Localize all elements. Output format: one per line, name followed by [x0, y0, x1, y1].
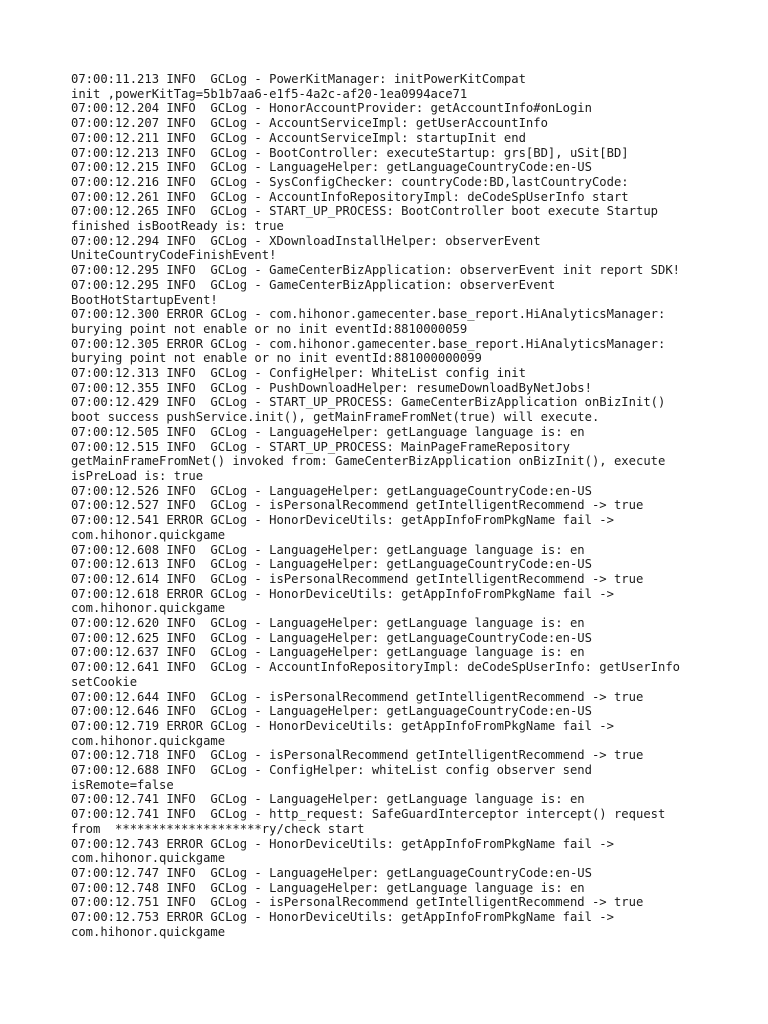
- log-line: setCookie: [71, 674, 138, 689]
- log-line: 07:00:12.211 INFO GCLog - AccountServiceImpl: startupInit end: [71, 130, 526, 145]
- log-line: com.hihonor.quickgame: [71, 733, 226, 748]
- log-line: 07:00:12.748 INFO GCLog - LanguageHelper: getLanguage language is: en: [71, 880, 585, 895]
- log-line: burying point not enable or no init eventId:881000000099: [71, 351, 482, 366]
- log-line: burying point not enable or no init eventId:8810000059: [71, 321, 468, 336]
- log-line: 07:00:12.719 ERROR GCLog - HonorDeviceUtils: getAppInfoFromPkgName fail ->: [71, 718, 614, 733]
- log-line: 07:00:12.505 INFO GCLog - LanguageHelper: getLanguage language is: en: [71, 424, 585, 439]
- log-line: com.hihonor.quickgame: [71, 527, 226, 542]
- log-line: 07:00:12.618 ERROR GCLog - HonorDeviceUtils: getAppInfoFromPkgName fail ->: [71, 586, 614, 601]
- log-text-block: [71, 72, 751, 939]
- log-line: 07:00:12.641 INFO GCLog - AccountInfoRepositoryImpl: deCodeSpUserInfo: getUserInfo: [71, 660, 681, 675]
- log-line: 07:00:12.300 ERROR GCLog - com.hihonor.gamecenter.base_report.HiAnalyticsManager:: [71, 307, 666, 322]
- log-line: 07:00:12.313 INFO GCLog - ConfigHelper: WhiteList config init: [71, 366, 526, 381]
- log-line: 07:00:12.265 INFO GCLog - START_UP_PROCESS: BootController boot execute Startup: [71, 204, 658, 219]
- log-line: com.hihonor.quickgame: [71, 601, 226, 616]
- log-line: 07:00:12.646 INFO GCLog - LanguageHelper: getLanguageCountryCode:en-US: [71, 704, 592, 719]
- log-line: 07:00:12.741 INFO GCLog - LanguageHelper: getLanguage language is: en: [71, 792, 585, 807]
- log-line: 07:00:12.429 INFO GCLog - START_UP_PROCESS: GameCenterBizApplication onBizInit(): [71, 395, 666, 410]
- log-line: 07:00:12.515 INFO GCLog - START_UP_PROCESS: MainPageFrameRepository: [71, 439, 570, 454]
- log-line: 07:00:12.614 INFO GCLog - isPersonalRecommend getIntelligentRecommend -> true: [71, 571, 644, 586]
- log-line: init ,powerKitTag=5b1b7aa6-e1f5-4a2c-af20-1ea0994ace71: [71, 86, 468, 101]
- log-line: 07:00:12.637 INFO GCLog - LanguageHelper: getLanguage language is: en: [71, 645, 585, 660]
- log-line: 07:00:12.355 INFO GCLog - PushDownloadHelper: resumeDownloadByNetJobs!: [71, 380, 592, 395]
- log-line: 07:00:12.294 INFO GCLog - XDownloadInstallHelper: observerEvent: [71, 233, 541, 248]
- log-line: from ********************ry/check start: [71, 821, 365, 836]
- log-line: 07:00:12.751 INFO GCLog - isPersonalRecommend getIntelligentRecommend -> true: [71, 895, 644, 910]
- log-line: 07:00:12.625 INFO GCLog - LanguageHelper: getLanguageCountryCode:en-US: [71, 630, 592, 645]
- log-line: 07:00:12.613 INFO GCLog - LanguageHelper: getLanguageCountryCode:en-US: [71, 557, 592, 572]
- log-line: 07:00:12.295 INFO GCLog - GameCenterBizApplication: observerEvent: [71, 277, 556, 292]
- log-line: 07:00:12.213 INFO GCLog - BootController: executeStartup: grs[BD], uSit[BD]: [71, 145, 629, 160]
- log-line: 07:00:12.215 INFO GCLog - LanguageHelper: getLanguageCountryCode:en-US: [71, 160, 592, 175]
- log-line: 07:00:12.747 INFO GCLog - LanguageHelper: getLanguageCountryCode:en-US: [71, 865, 592, 880]
- log-line: BootHotStartupEvent!: [71, 292, 218, 307]
- log-line: UniteCountryCodeFinishEvent!: [71, 248, 277, 263]
- log-line: 07:00:12.527 INFO GCLog - isPersonalRecommend getIntelligentRecommend -> true: [71, 498, 644, 513]
- log-line: 07:00:12.261 INFO GCLog - AccountInfoRepositoryImpl: deCodeSpUserInfo start: [71, 189, 629, 204]
- log-line: 07:00:12.743 ERROR GCLog - HonorDeviceUtils: getAppInfoFromPkgName fail ->: [71, 836, 614, 851]
- log-line: 07:00:12.204 INFO GCLog - HonorAccountProvider: getAccountInfo#onLogin: [71, 101, 592, 116]
- log-line: 07:00:12.644 INFO GCLog - isPersonalRecommend getIntelligentRecommend -> true: [71, 689, 644, 704]
- log-line: 07:00:12.295 INFO GCLog - GameCenterBizApplication: observerEvent init report SDK!: [71, 263, 681, 278]
- log-page: [71, 72, 751, 939]
- log-line: 07:00:12.620 INFO GCLog - LanguageHelper: getLanguage language is: en: [71, 616, 585, 631]
- log-line: boot success pushService.init(), getMainFrameFromNet(true) will execute.: [71, 410, 600, 425]
- log-line: 07:00:11.213 INFO GCLog - PowerKitManager: initPowerKitCompat: [71, 72, 526, 86]
- log-line: 07:00:12.741 INFO GCLog - http_request: SafeGuardInterceptor intercept() request: [71, 807, 666, 822]
- log-line: com.hihonor.quickgame: [71, 851, 226, 866]
- log-line: 07:00:12.753 ERROR GCLog - HonorDeviceUtils: getAppInfoFromPkgName fail ->: [71, 910, 614, 925]
- log-line: 07:00:12.305 ERROR GCLog - com.hihonor.gamecenter.base_report.HiAnalyticsManager:: [71, 336, 666, 351]
- log-line: getMainFrameFromNet() invoked from: GameCenterBizApplication onBizInit(), execute: [71, 454, 666, 469]
- log-line: com.hihonor.quickgame: [71, 924, 226, 939]
- log-line: 07:00:12.541 ERROR GCLog - HonorDeviceUtils: getAppInfoFromPkgName fail ->: [71, 513, 614, 528]
- log-line: 07:00:12.688 INFO GCLog - ConfigHelper: whiteList config observer send: [71, 763, 592, 778]
- log-line: 07:00:12.216 INFO GCLog - SysConfigChecker: countryCode:BD,lastCountryCode:: [71, 174, 629, 189]
- log-line: isRemote=false: [71, 777, 174, 792]
- log-line: isPreLoad is: true: [71, 468, 204, 483]
- log-line: finished isBootReady is: true: [71, 219, 284, 234]
- log-line: 07:00:12.526 INFO GCLog - LanguageHelper: getLanguageCountryCode:en-US: [71, 483, 592, 498]
- log-line: 07:00:12.608 INFO GCLog - LanguageHelper: getLanguage language is: en: [71, 542, 585, 557]
- log-line: 07:00:12.718 INFO GCLog - isPersonalRecommend getIntelligentRecommend -> true: [71, 748, 644, 763]
- log-line: 07:00:12.207 INFO GCLog - AccountServiceImpl: getUserAccountInfo: [71, 116, 548, 131]
